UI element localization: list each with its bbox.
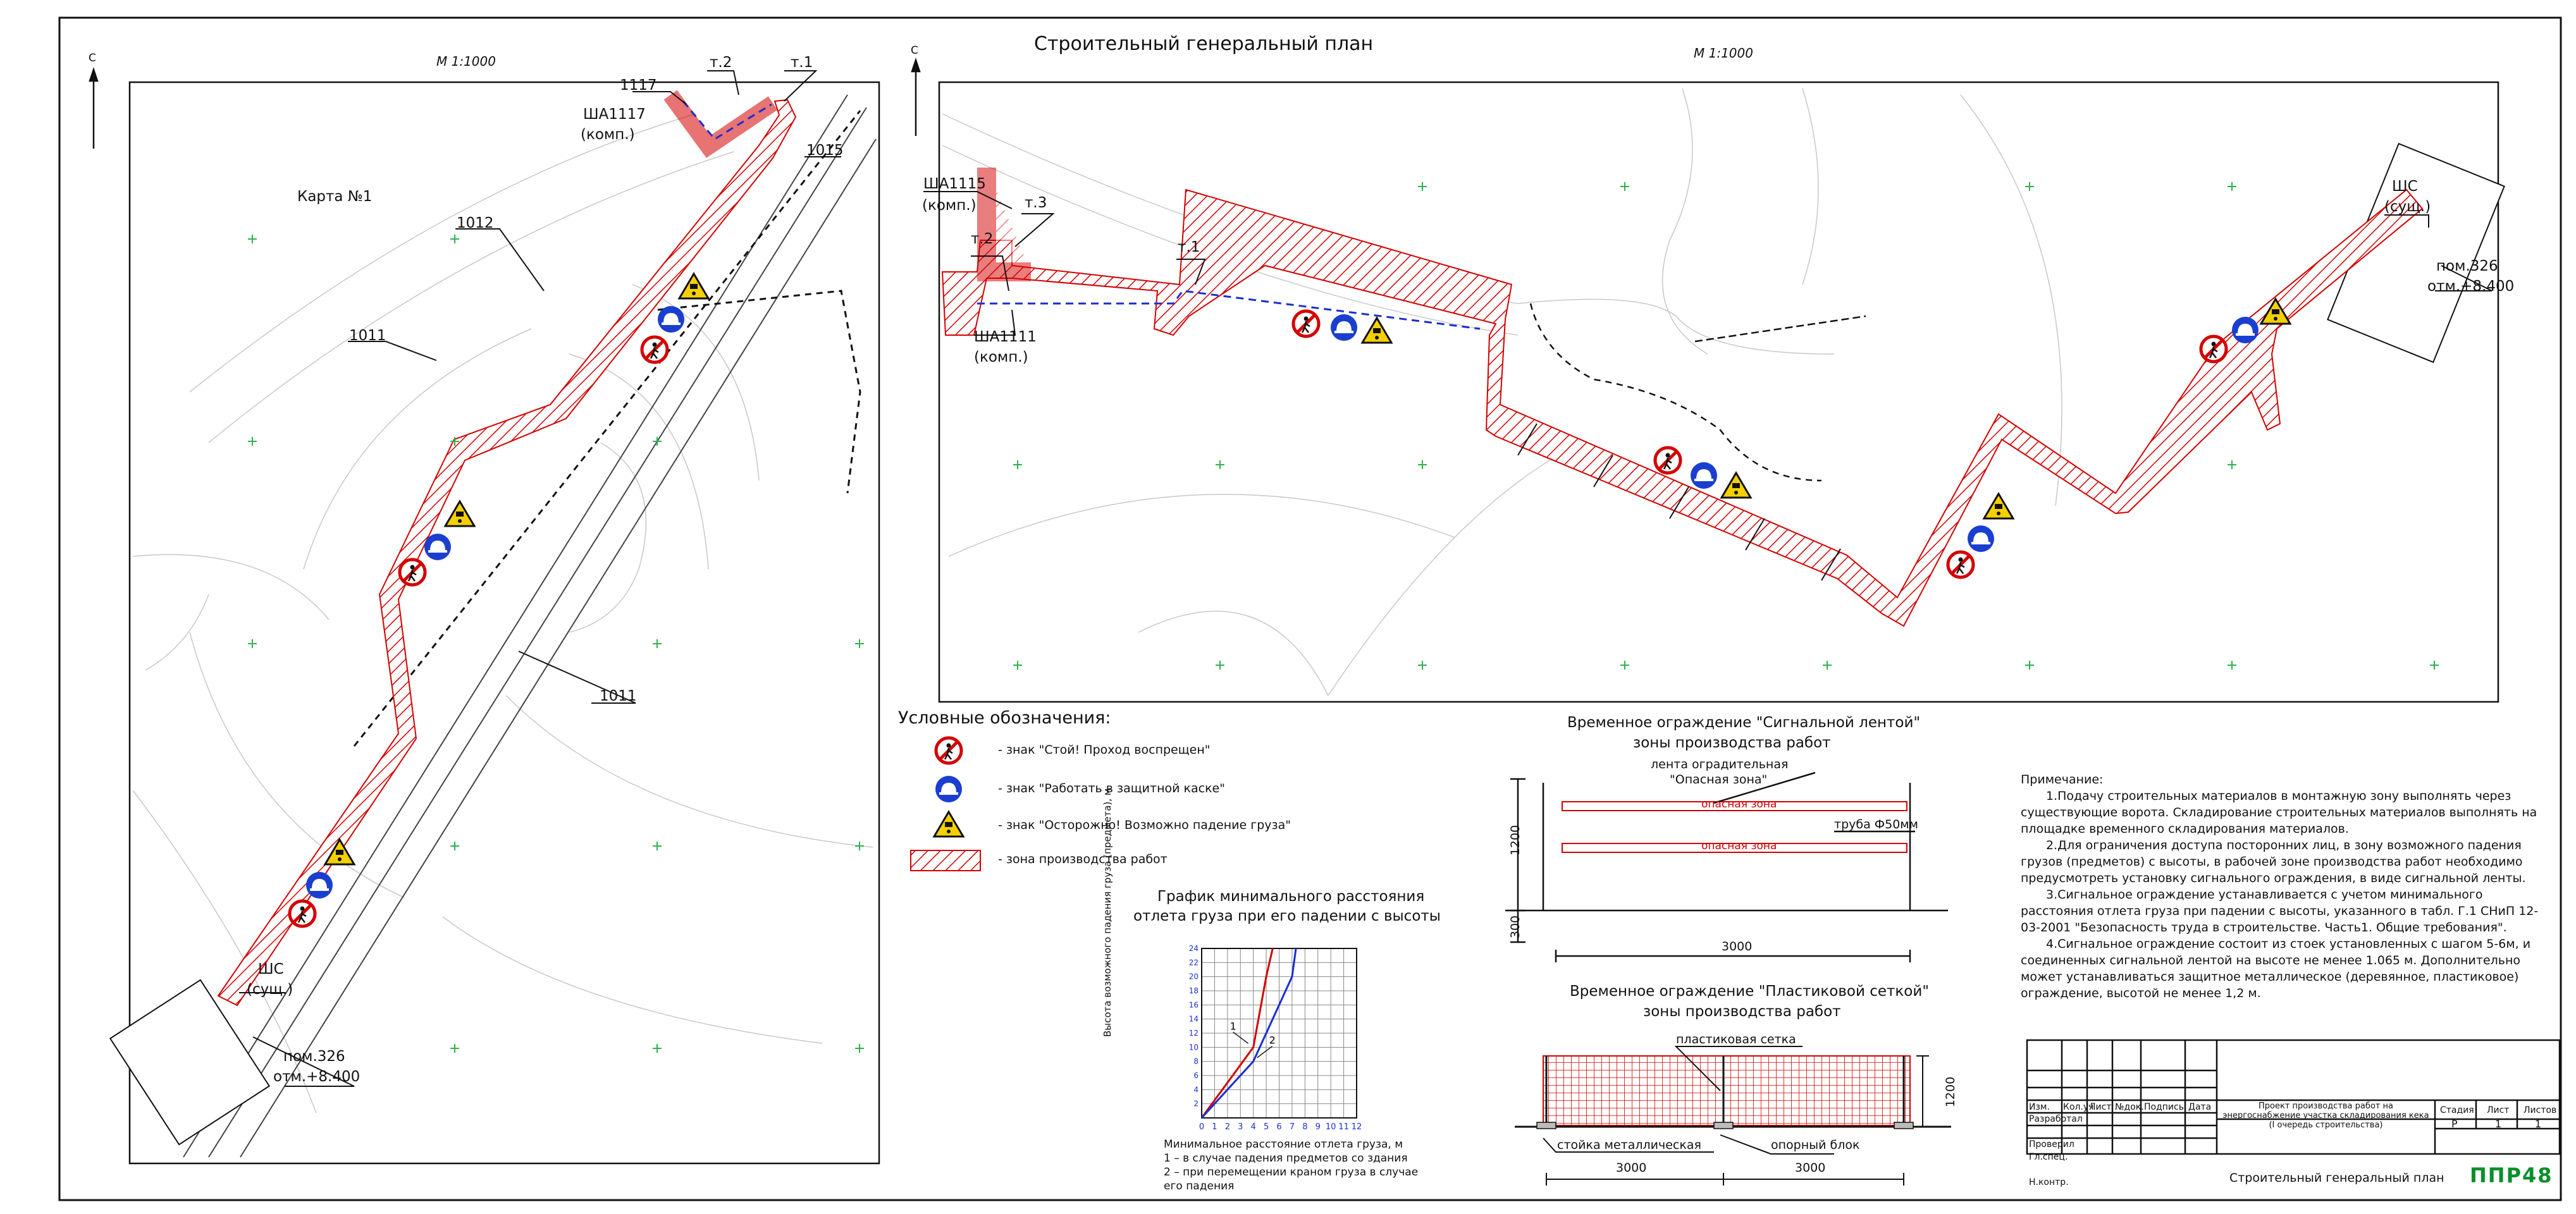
chart-y-tick-label: 12 — [1188, 1029, 1199, 1038]
label-sha1117-sub: (комп.) — [581, 126, 635, 143]
legend-item-zone: - зона производства работ — [998, 852, 1168, 866]
label-sha1117: ША1117 — [583, 106, 646, 123]
tb-col-kol: Кол.уч — [2063, 1102, 2094, 1112]
chart-caption-2: 1 – в случае падения предметов со здания — [1164, 1152, 1408, 1165]
label-t2-left: т.2 — [710, 54, 732, 71]
legend-item-stop: - знак "Стой! Проход воспрещен" — [998, 743, 1211, 757]
chart-x-tick-label: 3 — [1238, 1122, 1243, 1132]
label-t1-left: т.1 — [791, 54, 813, 71]
chart-x-tick-label: 8 — [1302, 1122, 1308, 1132]
chart-x-tick-label: 9 — [1315, 1122, 1321, 1132]
label-mark-left: отм.+8.400 — [273, 1069, 361, 1085]
dim-1200-signal: 1200 — [1508, 825, 1523, 856]
signal-fence-title-1: Временное ограждение "Сигнальной лентой" — [1567, 714, 1921, 731]
chart-x-tick-label: 12 — [1351, 1122, 1362, 1132]
label-shc-sub-right: (сущ.) — [2384, 199, 2431, 215]
tb-col-izm: Изм. — [2029, 1102, 2050, 1112]
tb-sheet-header: Лист — [2487, 1105, 2510, 1115]
note-3: 3.Сигнальное ограждение устанавливается с учетом минимального расстояния отлета груза при падении с высоты, указанного в табл. Г.1 СНиП 12-03-2001 "Безопасность труда в строительстве. Часть1. Общие требования". — [2021, 888, 2539, 935]
label-room-left: пом.326 — [283, 1048, 345, 1065]
mesh-fence-title-2: зоны производства работ — [1643, 1003, 1841, 1020]
fall-distance-chart — [1189, 944, 1362, 1132]
chart-x-tick-label: 10 — [1325, 1122, 1336, 1132]
scale-left: М 1:1000 — [436, 54, 496, 69]
chart-x-tick-label: 6 — [1276, 1122, 1282, 1132]
label-t3-right: т.3 — [1025, 195, 1047, 211]
chart-x-tick-label: 2 — [1224, 1122, 1230, 1132]
signal-fence-title-2: зоны производства работ — [1633, 735, 1831, 751]
mesh-label: пластиковая сетка — [1676, 1033, 1796, 1046]
tb-org-logo: ППР48 — [2470, 1163, 2553, 1187]
post-label: стойка металлическая — [1557, 1138, 1701, 1152]
note-4: 4.Сигнальное ограждение состоит из стоек установленных с шагом 5-6м, и соединенных сигнальной лентой на высоте не менее 1.065 м. Дополнительно может устанавливаться защитное металлическое (деревянное, пластиковое) ограждение, высотой не менее 1,2 м. — [2021, 937, 2531, 1000]
tb-role-developer: Разработал — [2029, 1114, 2083, 1124]
chart-y-tick-label: 22 — [1188, 958, 1199, 967]
map-card-label: Карта №1 — [297, 188, 373, 205]
chart-caption-1: Минимальное расстояние отлета груза, м — [1164, 1138, 1403, 1151]
chart-series-1-label: 1 — [1229, 1020, 1236, 1033]
label-room-right: пом.326 — [2436, 258, 2498, 274]
label-sha1115: ША1115 — [923, 176, 986, 192]
label-shc-left: ШС — [258, 961, 284, 978]
label-t1-right: т.1 — [1178, 239, 1200, 255]
chart-caption-4: его падения — [1164, 1180, 1235, 1193]
chart-y-tick-label: 4 — [1193, 1085, 1199, 1094]
tape-text-top: опасная зона — [1701, 798, 1777, 811]
scale-right: М 1:1000 — [1694, 46, 1753, 61]
block-label: опорный блок — [1771, 1138, 1860, 1152]
chart-y-tick-label: 16 — [1188, 1000, 1199, 1010]
north-arrow-left-icon — [90, 70, 97, 149]
label-1015: 1015 — [806, 142, 844, 159]
chart-x-tick-label: 4 — [1250, 1122, 1256, 1132]
dim-3000-signal: 3000 — [1722, 940, 1753, 953]
pipe-label: труба Ф50мм — [1834, 818, 1918, 831]
dim-3000-mesh-b: 3000 — [1795, 1161, 1826, 1175]
label-1011-a: 1011 — [349, 328, 386, 344]
notes-title: Примечание: — [2021, 773, 2104, 787]
legend-graphics — [911, 738, 980, 871]
note-1: 1.Подачу строительных материалов в монтажную зону выполнять через существующие ворота. Складирование строительных материалов выполнять на площадке временного складирования материалов. — [2021, 789, 2537, 836]
label-sha1111-sub: (комп.) — [974, 349, 1028, 365]
legend-title: Условные обозначения: — [898, 708, 1111, 728]
tb-stage-header: Стадия — [2440, 1105, 2474, 1115]
tb-role-checker: Проверил — [2029, 1139, 2074, 1150]
label-shc-right: ШС — [2392, 178, 2418, 195]
chart-title-1: График минимального расстояния — [1157, 888, 1425, 905]
chart-x-tick-label: 0 — [1199, 1122, 1205, 1132]
mesh-fence-title-1: Временное ограждение "Пластиковой сеткой" — [1570, 983, 1929, 1000]
right-site-plan — [912, 60, 2505, 702]
chart-series-2-label: 2 — [1269, 1034, 1276, 1046]
tb-sheets: 1 — [2535, 1118, 2542, 1130]
label-sha1111: ША1111 — [974, 329, 1037, 345]
tb-col-list: Лист — [2089, 1102, 2112, 1112]
chart-y-tick-label: 24 — [1188, 944, 1199, 953]
chart-y-tick-label: 2 — [1193, 1099, 1199, 1108]
chart-x-tick-label: 7 — [1289, 1122, 1295, 1132]
dim-300-signal: 300 — [1508, 915, 1523, 939]
tb-sheet: 1 — [2495, 1118, 2502, 1130]
left-site-plan — [90, 70, 879, 1163]
chart-x-tick-label: 5 — [1263, 1122, 1269, 1132]
chart-caption-3: 2 – при перемещении краном груза в случае — [1164, 1166, 1419, 1179]
legend-item-helmet: - знак "Работать в защитной каске" — [998, 782, 1225, 795]
tape-label-1: лента оградительная — [1651, 757, 1789, 771]
north-label-right: С — [911, 44, 918, 57]
legend-item-falling-load: - знак "Осторожно! Возможно падение груза" — [998, 818, 1291, 832]
label-1012: 1012 — [457, 215, 494, 231]
dim-1200-mesh: 1200 — [1944, 1076, 1958, 1108]
chart-y-tick-label: 20 — [1188, 972, 1199, 981]
tb-role-chief: Гл.спец. — [2029, 1152, 2068, 1162]
sheet-title: Строительный генеральный план — [1034, 33, 1374, 55]
note-2: 2.Для ограничения доступа посторонних лиц, в зону возможного падения грузов (предметов) с высоты, в рабочей зоне производства работ необходимо предусмотреть установку сигнального ограждения, в виде сигнальной ленты. — [2021, 838, 2526, 885]
tb-sheets-header: Листов — [2524, 1105, 2557, 1115]
tb-col-date: Дата — [2188, 1102, 2212, 1112]
label-t2-right: т.2 — [971, 231, 994, 247]
north-arrow-right-icon — [912, 60, 920, 136]
chart-y-tick-label: 8 — [1193, 1057, 1199, 1066]
tb-project-name: Проект производства работ на энергоснабжение участка складирования кека (I очередь строительства) — [2222, 1101, 2429, 1130]
chart-y-tick-label: 6 — [1193, 1071, 1199, 1080]
north-label-left: С — [89, 52, 96, 64]
tb-stage: Р — [2451, 1118, 2458, 1130]
chart-x-tick-label: 11 — [1338, 1122, 1349, 1132]
chart-y-tick-label: 10 — [1188, 1043, 1199, 1052]
notes-block — [2021, 771, 2555, 1002]
tb-role-normcontrol: Н.контр. — [2029, 1177, 2069, 1187]
chart-ylabel: Высота возможного падения груза (предмета), м — [1102, 788, 1113, 1037]
hatched-zone-swatch — [911, 850, 980, 871]
label-1011-b: 1011 — [600, 688, 637, 704]
label-shc-sub-left: (сущ.) — [247, 981, 293, 998]
chart-y-tick-label: 18 — [1188, 986, 1199, 995]
tb-col-sign: Подпись — [2144, 1102, 2184, 1112]
chart-title-2: отлета груза при его падении с высоты — [1133, 908, 1441, 924]
plastic-mesh-fence-drawing — [1515, 1046, 1951, 1186]
tape-text-bottom: опасная зона — [1701, 840, 1777, 852]
title-block-frame — [2027, 1040, 2560, 1154]
dim-3000-mesh-a: 3000 — [1616, 1161, 1647, 1175]
chart-x-tick-label: 1 — [1212, 1122, 1217, 1132]
label-1117: 1117 — [620, 77, 657, 94]
tb-col-ndoc: №док. — [2115, 1102, 2144, 1112]
tb-drawing-name: Строительный генеральный план — [2229, 1171, 2444, 1185]
label-mark-right: отм.+8.400 — [2427, 278, 2515, 295]
label-sha1115-sub: (комп.) — [922, 197, 977, 214]
chart-y-tick-label: 14 — [1188, 1014, 1199, 1024]
tape-label-2: "Опасная зона" — [1670, 773, 1768, 787]
